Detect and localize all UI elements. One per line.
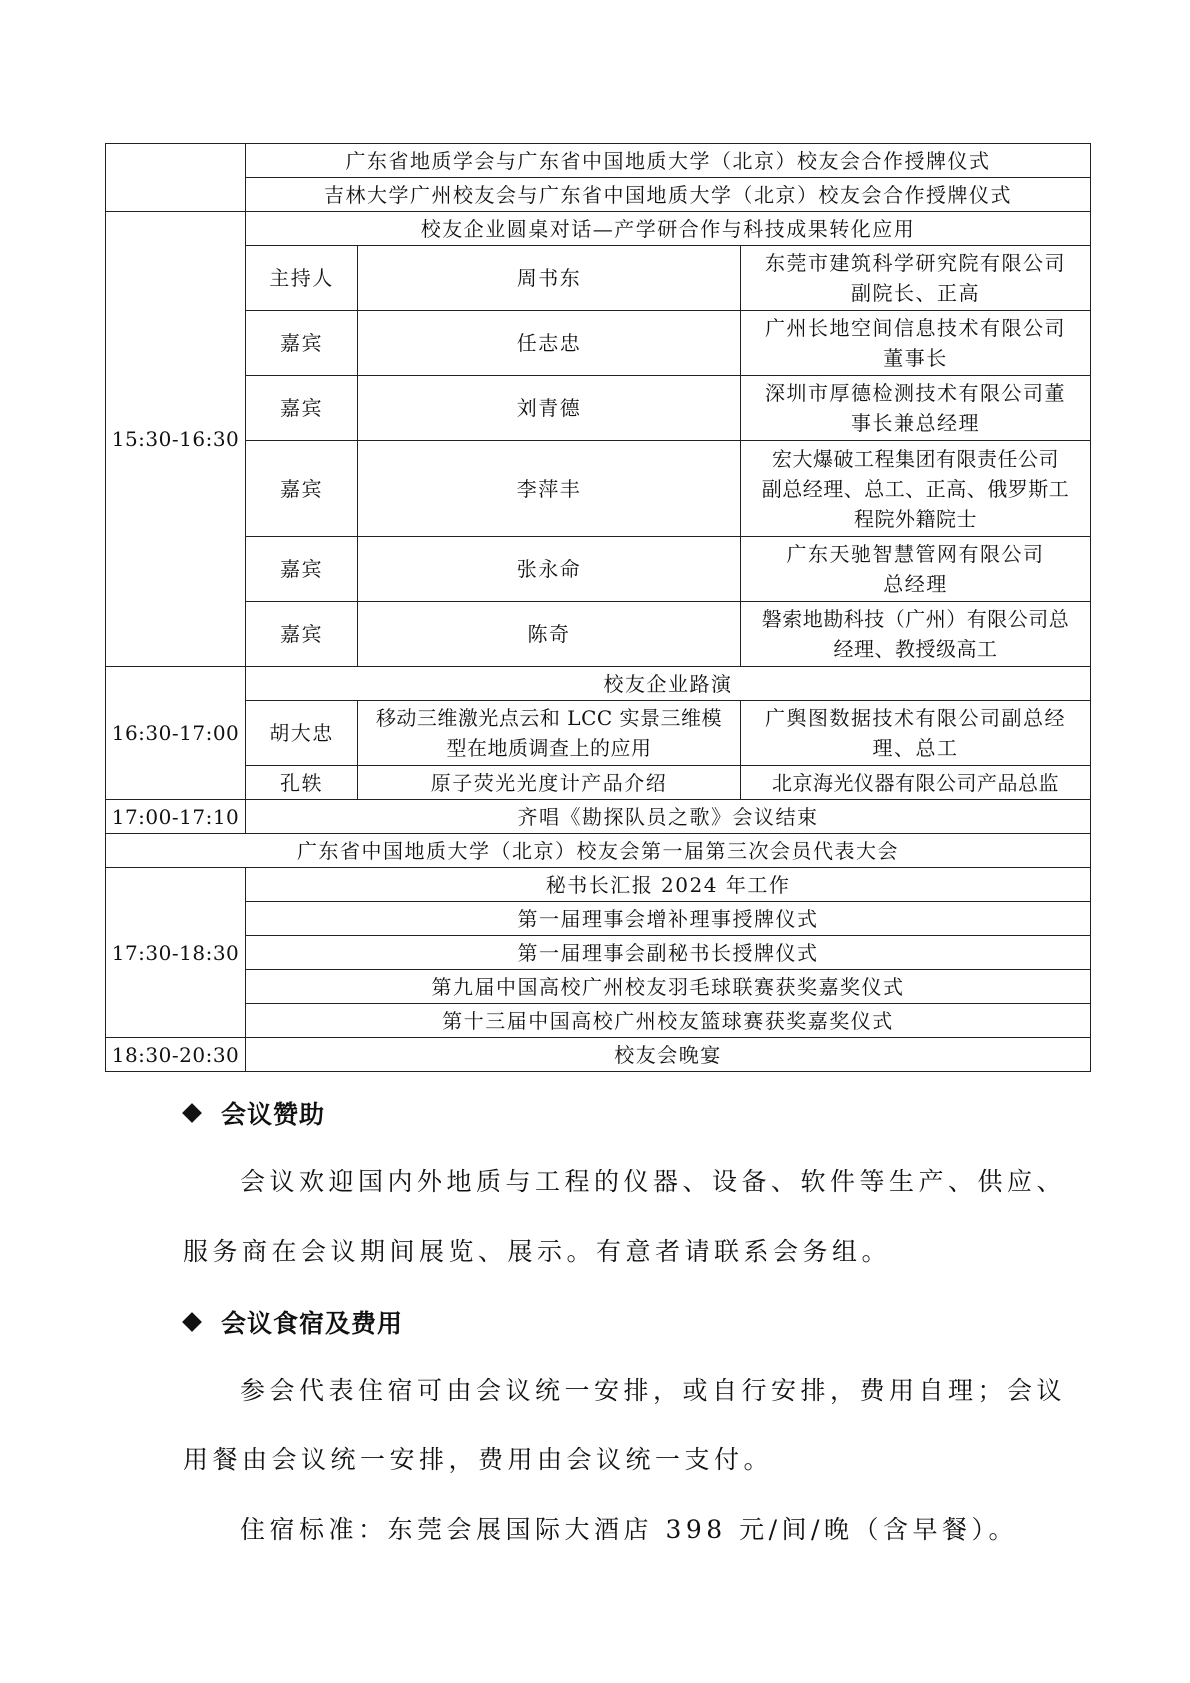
time-cell: 18:30-20:30 [106, 1038, 246, 1072]
topic-cell: 原子荧光光度计产品介绍 [358, 766, 741, 800]
time-cell: 16:30-17:00 [106, 667, 246, 800]
agenda-item: 第九届中国高校广州校友羽毛球联赛获奖嘉奖仪式 [246, 970, 1091, 1004]
agenda-item: 吉林大学广州校友会与广东省中国地质大学（北京）校友会合作授牌仪式 [246, 178, 1091, 212]
org-line: 深圳市厚德检测技术有限公司董 [765, 381, 1067, 405]
agenda-item: 第一届理事会副秘书长授牌仪式 [246, 936, 1091, 970]
table-row [106, 970, 1091, 1004]
table-row [106, 537, 1091, 602]
org-line: 总经理 [883, 572, 948, 596]
table-row [106, 441, 1091, 537]
table-row [106, 246, 1091, 311]
name-cell: 周书东 [358, 246, 741, 311]
org-cell [741, 246, 1091, 311]
session-title: 校友会晚宴 [246, 1038, 1091, 1072]
topic-line: 型在地质调查上的应用 [446, 736, 652, 760]
org-line: 事长兼总经理 [851, 411, 981, 435]
table-row [106, 1038, 1091, 1072]
session-title: 齐唱《勘探队员之歌》会议结束 [246, 800, 1091, 834]
org-cell [741, 441, 1091, 537]
table-row [106, 376, 1091, 441]
table-row [106, 144, 1091, 178]
time-cell: 17:00-17:10 [106, 800, 246, 834]
table-row [106, 868, 1091, 902]
table-row [106, 936, 1091, 970]
table-row [106, 834, 1091, 868]
schedule-table [105, 143, 1091, 1072]
agenda-item: 第一届理事会增补理事授牌仪式 [246, 902, 1091, 936]
name-cell: 陈奇 [358, 602, 741, 667]
speaker-cell: 孔轶 [246, 766, 358, 800]
role-cell: 嘉宾 [246, 537, 358, 602]
org-line: 广州长地空间信息技术有限公司 [765, 316, 1067, 340]
table-row [106, 667, 1091, 701]
session-title: 校友企业路演 [246, 667, 1091, 701]
org-line: 副总经理、总工、正高、俄罗斯工 [761, 476, 1070, 501]
org-line: 副院长、正高 [851, 281, 981, 305]
org-cell: 北京海光仪器有限公司产品总监 [741, 766, 1091, 800]
sponsorship-heading [183, 1095, 325, 1131]
role-cell: 嘉宾 [246, 602, 358, 667]
diamond-bullet-icon [182, 1103, 202, 1123]
lodging-text-line: 住宿标准：东莞会展国际大酒店 398 元/间/晚（含早餐）。 [240, 1515, 1018, 1544]
time-cell: 15:30-16:30 [106, 212, 246, 667]
org-line: 广舆图数据技术有限公司副总经 [765, 706, 1067, 730]
time-cell-empty [106, 144, 246, 212]
name-cell: 任志忠 [358, 311, 741, 376]
lodging-text-line: 用餐由会议统一安排，费用由会议统一支付。 [183, 1445, 774, 1474]
session-title: 校友企业圆桌对话—产学研合作与科技成果转化应用 [246, 212, 1091, 246]
org-cell [741, 376, 1091, 441]
org-line: 宏大爆破工程集团有限责任公司 [772, 446, 1060, 471]
role-cell: 嘉宾 [246, 441, 358, 537]
name-cell: 张永命 [358, 537, 741, 602]
org-line: 程院外籍院士 [854, 506, 978, 531]
table-row [106, 800, 1091, 834]
table-row [106, 902, 1091, 936]
diamond-bullet-icon [182, 1312, 202, 1332]
role-cell: 嘉宾 [246, 311, 358, 376]
lodging-heading-text: 会议食宿及费用 [221, 1309, 404, 1338]
agenda-item: 秘书长汇报 2024 年工作 [246, 868, 1091, 902]
org-line: 理、总工 [872, 736, 959, 760]
lodging-heading [183, 1304, 403, 1340]
role-cell: 嘉宾 [246, 376, 358, 441]
agenda-item: 广东省地质学会与广东省中国地质大学（北京）校友会合作授牌仪式 [246, 144, 1091, 178]
table-row [106, 311, 1091, 376]
table-row [106, 766, 1091, 800]
agenda-item: 第十三届中国高校广州校友篮球赛获奖嘉奖仪式 [246, 1004, 1091, 1038]
table-row [106, 1004, 1091, 1038]
assembly-title: 广东省中国地质大学（北京）校友会第一届第三次会员代表大会 [106, 834, 1091, 868]
org-line: 广东天驰智慧管网有限公司 [786, 542, 1045, 566]
org-line: 东莞市建筑科学研究院有限公司 [765, 251, 1067, 275]
org-line: 磐索地勘科技（广州）有限公司总 [761, 607, 1070, 631]
org-line: 经理、教授级高工 [833, 637, 998, 661]
name-cell: 李萍丰 [358, 441, 741, 537]
org-cell [741, 537, 1091, 602]
table-row [106, 212, 1091, 246]
sponsorship-heading-text: 会议赞助 [221, 1100, 326, 1129]
table-row [106, 178, 1091, 212]
org-line: 董事长 [883, 346, 948, 370]
topic-cell [358, 701, 741, 766]
org-cell [741, 311, 1091, 376]
org-cell [741, 602, 1091, 667]
role-cell: 主持人 [246, 246, 358, 311]
table-row [106, 701, 1091, 766]
table-row [106, 602, 1091, 667]
sponsorship-text-line: 会议欢迎国内外地质与工程的仪器、设备、软件等生产、供应、 [240, 1167, 1067, 1196]
sponsorship-text-line: 服务商在会议期间展览、展示。有意者请联系会务组。 [183, 1237, 892, 1266]
topic-line: 移动三维激光点云和 LCC 实景三维模 [375, 706, 723, 730]
speaker-cell: 胡大忠 [246, 701, 358, 766]
time-cell: 17:30-18:30 [106, 868, 246, 1038]
lodging-text-line: 参会代表住宿可由会议统一安排，或自行安排，费用自理；会议 [240, 1376, 1067, 1405]
org-cell [741, 701, 1091, 766]
name-cell: 刘青德 [358, 376, 741, 441]
